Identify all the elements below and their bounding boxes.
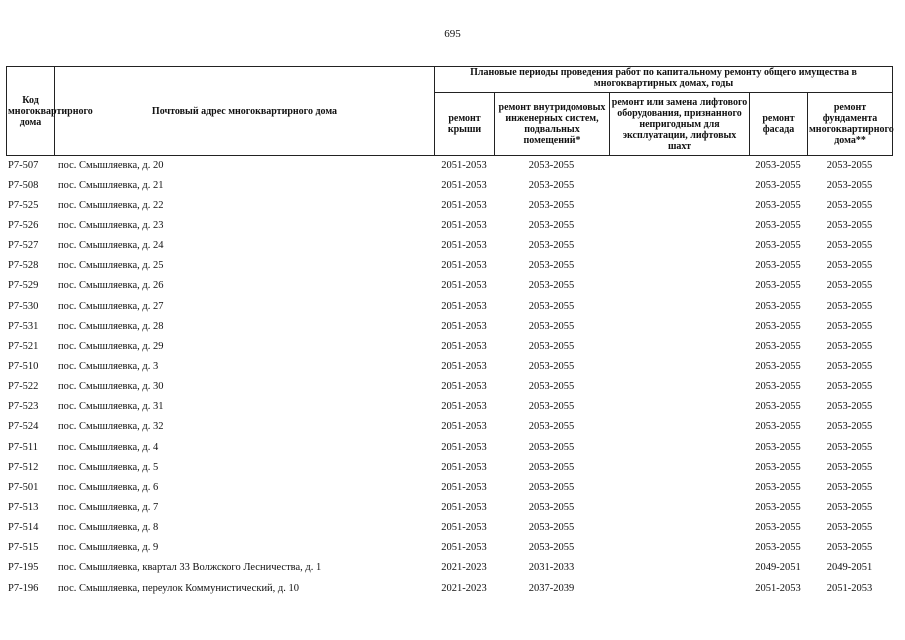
cell-foundation: 2053-2055 [826, 401, 873, 413]
cell-roof: 2051-2053 [441, 300, 487, 312]
cell-address: пос. Смышляевка, переулок Коммунистический, д. 10 [58, 582, 300, 594]
cell-roof: 2051-2053 [441, 542, 487, 554]
table-row [6, 256, 892, 276]
cell-address: пос. Смышляевка, д. 32 [58, 421, 164, 433]
cell-address: пос. Смышляевка, д. 28 [58, 320, 164, 332]
cell-roof: 2051-2053 [441, 381, 487, 393]
cell-code: Р7-508 [8, 179, 39, 191]
cell-address: пос. Смышляевка, д. 29 [58, 340, 164, 352]
table-row [6, 215, 892, 235]
table-row [6, 336, 892, 356]
table-row [6, 356, 892, 376]
cell-foundation: 2053-2055 [826, 522, 873, 534]
cell-elevator [609, 377, 749, 397]
cell-engineering: 2053-2055 [528, 280, 575, 292]
cell-elevator [609, 497, 749, 517]
cell-address: пос. Смышляевка, д. 23 [58, 219, 164, 231]
cell-roof: 2051-2053 [441, 501, 487, 513]
cell-elevator [609, 336, 749, 356]
cell-code: Р7-512 [8, 461, 39, 473]
cell-foundation: 2053-2055 [826, 280, 873, 292]
cell-roof: 2051-2053 [441, 260, 487, 272]
cell-engineering: 2053-2055 [528, 481, 575, 493]
cell-engineering: 2053-2055 [528, 501, 575, 513]
cell-foundation: 2053-2055 [826, 542, 873, 554]
cell-foundation: 2049-2051 [826, 562, 873, 574]
cell-elevator [609, 276, 749, 296]
cell-code: Р7-528 [8, 260, 39, 272]
cell-facade: 2053-2055 [755, 340, 801, 352]
cell-roof: 2051-2053 [441, 199, 487, 211]
cell-roof: 2051-2053 [441, 522, 487, 534]
cell-roof: 2051-2053 [441, 360, 487, 372]
cell-address: пос. Смышляевка, д. 22 [58, 199, 164, 211]
cell-roof: 2021-2023 [441, 562, 487, 574]
header-foundation: ремонт фундамента многоквартирного дома** [808, 93, 893, 156]
cell-code: Р7-195 [8, 562, 39, 574]
cell-foundation: 2053-2055 [826, 199, 873, 211]
cell-foundation: 2053-2055 [826, 260, 873, 272]
cell-foundation: 2053-2055 [826, 461, 873, 473]
cell-facade: 2051-2053 [755, 582, 801, 594]
cell-facade: 2053-2055 [755, 542, 801, 554]
cell-elevator [609, 256, 749, 276]
cell-roof: 2051-2053 [441, 461, 487, 473]
cell-foundation: 2053-2055 [826, 421, 873, 433]
cell-code: Р7-523 [8, 401, 39, 413]
cell-address: пос. Смышляевка, д. 21 [58, 179, 164, 191]
cell-foundation: 2053-2055 [826, 240, 873, 252]
cell-code: Р7-526 [8, 219, 39, 231]
cell-foundation: 2053-2055 [826, 501, 873, 513]
table-row [6, 236, 892, 256]
cell-code: Р7-524 [8, 421, 39, 433]
data-table [6, 155, 892, 598]
cell-address: пос. Смышляевка, д. 30 [58, 381, 164, 393]
header-elevator: ремонт или замена лифтового оборудования, признанного непригодным для эксплуатации, лифтовых шахт [610, 93, 750, 156]
cell-address: пос. Смышляевка, квартал 33 Волжского Лесничества, д. 1 [58, 562, 322, 574]
cell-engineering: 2053-2055 [528, 421, 575, 433]
cell-address: пос. Смышляевка, д. 31 [58, 401, 164, 413]
cell-address: пос. Смышляевка, д. 5 [58, 461, 159, 473]
table-row [6, 558, 892, 578]
table-row [6, 175, 892, 195]
cell-engineering: 2053-2055 [528, 159, 575, 171]
cell-facade: 2049-2051 [755, 562, 801, 574]
cell-roof: 2051-2053 [441, 159, 487, 171]
cell-foundation: 2053-2055 [826, 159, 873, 171]
table-row [6, 195, 892, 215]
cell-roof: 2051-2053 [441, 481, 487, 493]
table-row [6, 155, 892, 175]
table-row [6, 296, 892, 316]
cell-foundation: 2051-2053 [826, 582, 873, 594]
cell-address: пос. Смышляевка, д. 4 [58, 441, 159, 453]
cell-code: Р7-529 [8, 280, 39, 292]
cell-facade: 2053-2055 [755, 320, 801, 332]
cell-code: Р7-507 [8, 159, 39, 171]
cell-foundation: 2053-2055 [826, 441, 873, 453]
cell-engineering: 2037-2039 [528, 582, 575, 594]
cell-address: пос. Смышляевка, д. 20 [58, 159, 164, 171]
cell-elevator [609, 215, 749, 235]
header-roof: ремонт крыши [435, 93, 495, 156]
cell-foundation: 2053-2055 [826, 179, 873, 191]
cell-address: пос. Смышляевка, д. 25 [58, 260, 164, 272]
cell-engineering: 2053-2055 [528, 260, 575, 272]
cell-elevator [609, 457, 749, 477]
table-row [6, 377, 892, 397]
cell-facade: 2053-2055 [755, 501, 801, 513]
table-row [6, 578, 892, 598]
cell-code: Р7-530 [8, 300, 39, 312]
cell-elevator [609, 296, 749, 316]
cell-roof: 2051-2053 [441, 179, 487, 191]
cell-elevator [609, 477, 749, 497]
cell-address: пос. Смышляевка, д. 27 [58, 300, 164, 312]
cell-elevator [609, 417, 749, 437]
table-row [6, 518, 892, 538]
cell-engineering: 2053-2055 [528, 441, 575, 453]
cell-roof: 2051-2053 [441, 340, 487, 352]
cell-code: Р7-501 [8, 481, 39, 493]
cell-code: Р7-522 [8, 381, 39, 393]
data-table-body [6, 155, 892, 598]
cell-address: пос. Смышляевка, д. 8 [58, 522, 159, 534]
cell-facade: 2053-2055 [755, 421, 801, 433]
cell-foundation: 2053-2055 [826, 381, 873, 393]
cell-roof: 2051-2053 [441, 280, 487, 292]
cell-engineering: 2053-2055 [528, 360, 575, 372]
cell-elevator [609, 316, 749, 336]
cell-foundation: 2053-2055 [826, 300, 873, 312]
cell-engineering: 2053-2055 [528, 199, 575, 211]
table-row [6, 417, 892, 437]
cell-code: Р7-510 [8, 360, 39, 372]
table-row [6, 538, 892, 558]
cell-engineering: 2053-2055 [528, 240, 575, 252]
cell-foundation: 2053-2055 [826, 219, 873, 231]
cell-roof: 2051-2053 [441, 219, 487, 231]
cell-address: пос. Смышляевка, д. 24 [58, 240, 164, 252]
cell-facade: 2053-2055 [755, 199, 801, 211]
cell-facade: 2053-2055 [755, 461, 801, 473]
cell-facade: 2053-2055 [755, 260, 801, 272]
cell-facade: 2053-2055 [755, 159, 801, 171]
cell-facade: 2053-2055 [755, 179, 801, 191]
cell-facade: 2053-2055 [755, 300, 801, 312]
table-row [6, 477, 892, 497]
cell-code: Р7-511 [8, 441, 38, 453]
cell-elevator [609, 437, 749, 457]
cell-elevator [609, 155, 749, 175]
cell-code: Р7-521 [8, 340, 39, 352]
cell-elevator [609, 558, 749, 578]
table-row [6, 437, 892, 457]
cell-facade: 2053-2055 [755, 360, 801, 372]
cell-engineering: 2053-2055 [528, 300, 575, 312]
cell-foundation: 2053-2055 [826, 340, 873, 352]
cell-facade: 2053-2055 [755, 381, 801, 393]
table-row [6, 276, 892, 296]
header-code: Код многоквартирного дома [7, 67, 55, 156]
table-row [6, 457, 892, 477]
cell-engineering: 2053-2055 [528, 542, 575, 554]
cell-elevator [609, 175, 749, 195]
cell-code: Р7-196 [8, 582, 39, 594]
cell-elevator [609, 578, 749, 598]
cell-engineering: 2053-2055 [528, 401, 575, 413]
cell-code: Р7-515 [8, 542, 39, 554]
cell-engineering: 2031-2033 [528, 562, 575, 574]
cell-code: Р7-525 [8, 199, 39, 211]
table-header [6, 66, 893, 156]
cell-code: Р7-531 [8, 320, 39, 332]
cell-address: пос. Смышляевка, д. 9 [58, 542, 159, 554]
cell-facade: 2053-2055 [755, 481, 801, 493]
header-facade: ремонт фасада [750, 93, 808, 156]
page-number: 695 [444, 28, 461, 40]
cell-engineering: 2053-2055 [528, 179, 575, 191]
cell-elevator [609, 195, 749, 215]
cell-elevator [609, 236, 749, 256]
table-row [6, 497, 892, 517]
cell-foundation: 2053-2055 [826, 481, 873, 493]
cell-code: Р7-514 [8, 522, 39, 534]
cell-engineering: 2053-2055 [528, 461, 575, 473]
cell-roof: 2051-2053 [441, 401, 487, 413]
cell-elevator [609, 518, 749, 538]
cell-engineering: 2053-2055 [528, 320, 575, 332]
cell-foundation: 2053-2055 [826, 320, 873, 332]
cell-facade: 2053-2055 [755, 401, 801, 413]
header-engineering: ремонт внутридомовых инженерных систем, подвальных помещений* [495, 93, 610, 156]
header-address: Почтовый адрес многоквартирного дома [55, 67, 435, 156]
cell-address: пос. Смышляевка, д. 3 [58, 360, 159, 372]
cell-engineering: 2053-2055 [528, 381, 575, 393]
cell-facade: 2053-2055 [755, 219, 801, 231]
cell-roof: 2021-2023 [441, 582, 487, 594]
cell-roof: 2051-2053 [441, 320, 487, 332]
cell-engineering: 2053-2055 [528, 522, 575, 534]
cell-roof: 2051-2053 [441, 441, 487, 453]
cell-facade: 2053-2055 [755, 280, 801, 292]
cell-address: пос. Смышляевка, д. 26 [58, 280, 164, 292]
header-periods: Плановые периоды проведения работ по капитальному ремонту общего имущества в многоквартирных домах, годы [435, 67, 893, 93]
cell-facade: 2053-2055 [755, 240, 801, 252]
cell-address: пос. Смышляевка, д. 7 [58, 501, 159, 513]
cell-code: Р7-527 [8, 240, 39, 252]
table-row [6, 397, 892, 417]
cell-roof: 2051-2053 [441, 240, 487, 252]
cell-engineering: 2053-2055 [528, 219, 575, 231]
cell-elevator [609, 397, 749, 417]
cell-address: пос. Смышляевка, д. 6 [58, 481, 159, 493]
cell-elevator [609, 538, 749, 558]
cell-facade: 2053-2055 [755, 441, 801, 453]
cell-roof: 2051-2053 [441, 421, 487, 433]
table-row [6, 316, 892, 336]
cell-engineering: 2053-2055 [528, 340, 575, 352]
cell-elevator [609, 356, 749, 376]
cell-code: Р7-513 [8, 501, 39, 513]
cell-foundation: 2053-2055 [826, 360, 873, 372]
cell-facade: 2053-2055 [755, 522, 801, 534]
